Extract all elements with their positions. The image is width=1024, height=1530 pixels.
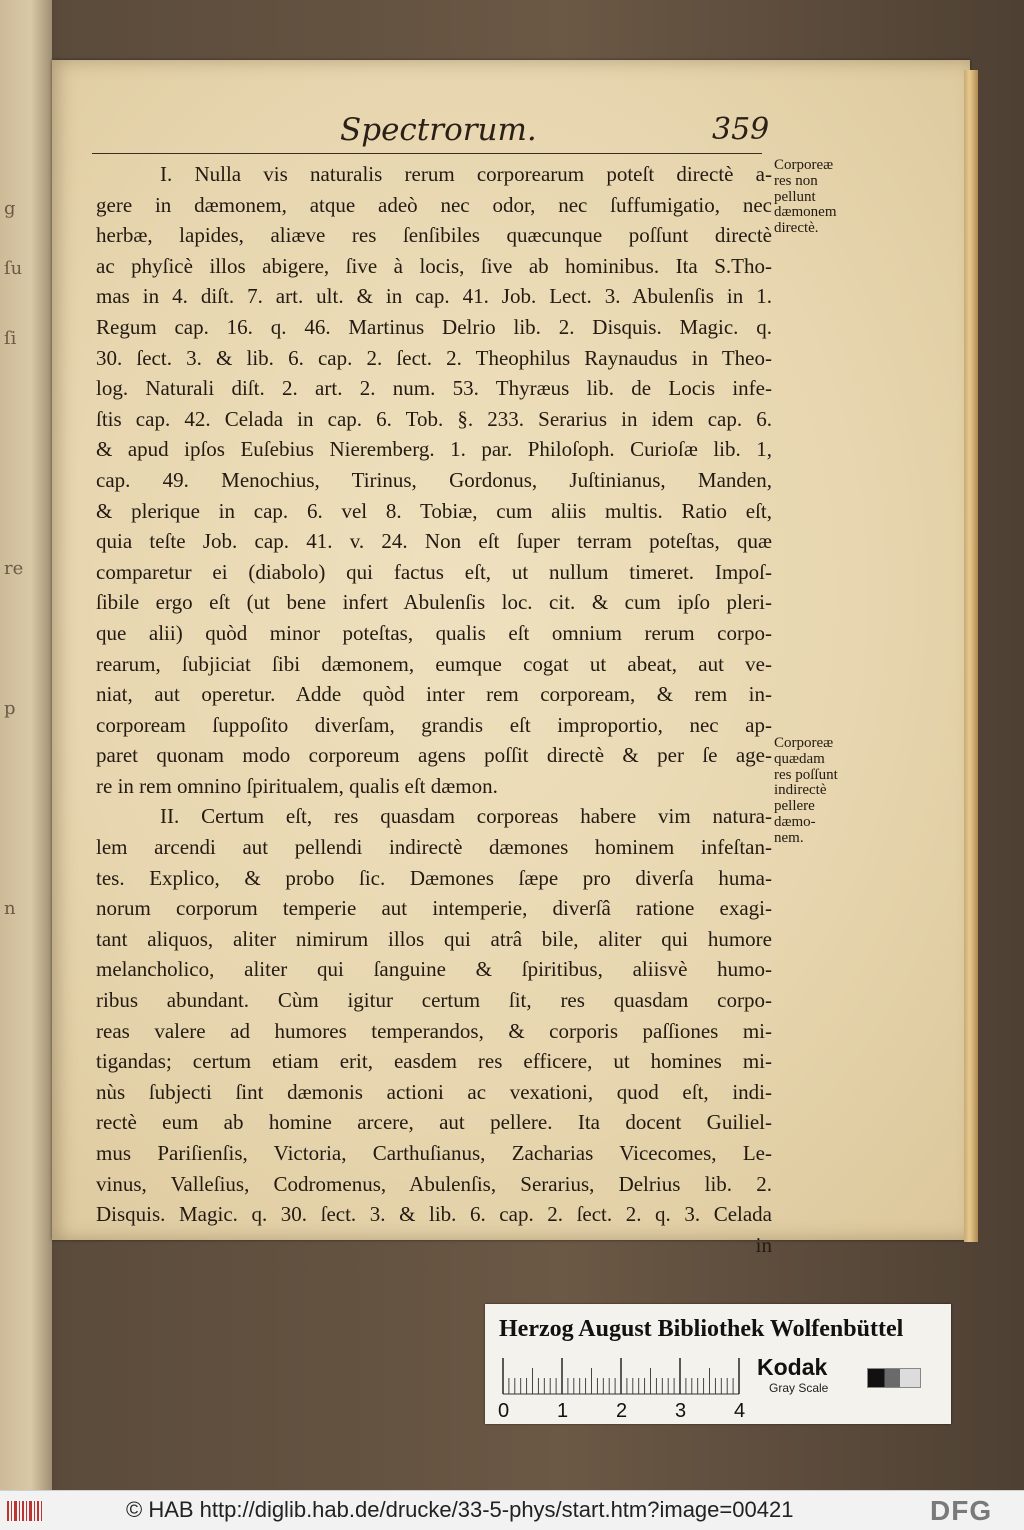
text-line: ſtis cap. 42. Celada in cap. 6. Tob. §. 233. Serarius in idem cap. 6. [96, 406, 772, 431]
previous-page-fragment: p [4, 698, 16, 719]
text-line: re in rem omnino ſpiritualem, qualis eſt dæmon. [96, 773, 498, 798]
margin-note-line: Corporeæ [774, 157, 834, 173]
measurement-scale [497, 1354, 747, 1422]
text-line: comparetur ei (diabolo) qui factus eſt, ut nullum timeret. Impoſ- [96, 559, 772, 584]
text-line: Regum cap. 16. q. 46. Martinus Delrio lib. 2. Disquis. Magic. q. [96, 314, 772, 339]
kodak-brand: Kodak [757, 1354, 828, 1380]
previous-page-fragment: ſi [4, 328, 17, 349]
margin-note-line: res non [774, 172, 818, 189]
margin-note-line: dæmonem [774, 204, 837, 221]
text-line: melancholico, aliter qui ſanguine & ſpiritibus, aliisvè humo- [96, 957, 772, 982]
text-line: norum corporum temperie aut intemperie, diverſâ ratione exagi- [96, 896, 772, 921]
ruler-number: 1 [557, 1400, 569, 1422]
text-line: ſibile ergo eſt (ut bene infert Abulenſis loc. cit. & cum ipſo pleri- [96, 590, 772, 615]
text-line: gere in dæmonem, atque adeò nec odor, nec ſuffumigatio, nec [96, 192, 772, 217]
text-line: niat, aut operetur. Adde quòd inter rem corpoream, & rem in- [96, 682, 772, 707]
ruler-numbers [497, 1400, 757, 1424]
margin-note-line: indirectè [774, 782, 827, 799]
previous-page-edge [0, 0, 52, 1490]
previous-page-fragment: ſu [4, 258, 23, 279]
ruler-ticks [497, 1354, 747, 1396]
text-line: herbæ, lapides, aliæve res ſenſibiles quæcunque poſſunt directè [96, 223, 772, 248]
text-line: tes. Explico, & probo ſic. Dæmones ſæpe pro diverſa huma- [96, 865, 772, 890]
margin-note-line: directè. [774, 220, 819, 237]
margin-note-line: quædam [774, 750, 825, 767]
text-line: quia teſte Job. cap. 41. v. 24. Non eſt ſuper terram poteſtas, quæ [96, 529, 772, 554]
text-line: 30. ſect. 3. & lib. 6. cap. 2. ſect. 2. Theophilus Raynaudus in Theo- [96, 345, 772, 370]
text-line: rearum, ſubjiciat ſibi dæmonem, eumque cogat ut abeat, aut ve- [96, 651, 772, 676]
library-name: Herzog August Bibliothek Wolfenbüttel [499, 1316, 904, 1342]
page-number: 359 [712, 112, 770, 147]
margin-note-corporeae-non-pellunt [774, 158, 870, 237]
ruler-number: 2 [616, 1400, 628, 1422]
kodak-gray-scale-label: Gray Scale [769, 1381, 829, 1395]
text-line: vinus, Valleſius, Codromenus, Abulenſis, Serarius, Delrius lib. 2. [96, 1171, 772, 1196]
margin-note-line: pellunt [774, 188, 816, 205]
text-line: mas in 4. diſt. 7. art. ult. & in cap. 41. Job. Lect. 3. Abulenſis in 1. [96, 284, 772, 309]
running-title: Spectrorum. [340, 112, 537, 148]
text-line: lem arcendi aut pellendi indirectè dæmones hominem infeſtan- [96, 835, 772, 860]
footer-bar [0, 1490, 1024, 1530]
text-line: paret quonam modo corporeum agens poſſit directè & per ſe age- [96, 743, 772, 768]
header-rule [92, 153, 762, 154]
margin-note-line: Corporeæ [774, 735, 834, 751]
margin-note-line: res poſſunt [774, 766, 838, 783]
margin-note-line: pellere [774, 798, 815, 815]
margin-note-line: nem. [774, 829, 804, 846]
ruler-number: 0 [498, 1400, 510, 1422]
text-line: reas valere ad humores temperandos, & corporis paſſiones mi- [96, 1018, 772, 1043]
text-line: log. Naturali diſt. 2. art. 2. num. 53. Thyræus lib. de Locis infe- [96, 376, 772, 401]
text-line: tigandas; certum etiam erit, easdem res efficere, ut homines mi- [96, 1049, 772, 1074]
text-line: que alii) quòd minor poteſtas, qualis eſt omnium rerum corpo- [96, 620, 772, 645]
previous-page-fragment: n [4, 898, 16, 919]
gray-scale-swatch [867, 1368, 921, 1388]
text-line: & plerique in cap. 6. vel 8. Tobiæ, cum aliis multis. Ratio eſt, [96, 498, 772, 523]
ruler-number: 4 [734, 1400, 746, 1422]
page-block-edge [964, 70, 978, 1242]
main-text [96, 159, 772, 1260]
margin-note-line: dæmo- [774, 813, 816, 830]
text-line: nùs ſubjecti ſint dæmonis actioni ac vexationi, quod eſt, indi- [96, 1079, 772, 1104]
text-line: ac phyſicè illos abigere, ſive à locis, ſive ab hominibus. Ita S.Tho- [96, 253, 772, 278]
library-color-card [485, 1304, 951, 1424]
previous-page-fragment: g [4, 198, 16, 219]
text-line: rectè eum ab homine arcere, aut pellere. Ita docent Guiliel- [96, 1110, 772, 1135]
margin-note-corporeae-possunt-pellere [774, 736, 870, 847]
barcode-icon [6, 1499, 44, 1523]
dfg-logo: DFG [930, 1495, 993, 1526]
text-line: II. Certum eſt, res quasdam corporeas habere vim natura- [160, 804, 772, 829]
text-line: ribus abundant. Cùm igitur certum ſit, res quasdam corpo- [96, 988, 772, 1013]
text-line: tant aliquos, aliter nimirum illos qui atrâ bile, aliter qui humore [96, 926, 772, 951]
previous-page-fragment: re [4, 558, 24, 579]
ruler-number: 3 [675, 1400, 687, 1422]
footer-source-link[interactable]: © HAB http://diglib.hab.de/drucke/33-5-phys/start.htm?image=00421 [126, 1497, 794, 1522]
text-line: mus Pariſienſis, Victoria, Carthuſianus, Zacharias Vicecomes, Le- [96, 1141, 772, 1165]
text-line: in [755, 1232, 772, 1257]
text-line: corpoream ſuppoſito diverſam, grandis eſt improportio, nec ap- [96, 712, 772, 737]
text-line: cap. 49. Menochius, Tirinus, Gordonus, Juſtinianus, Manden, [96, 467, 772, 492]
text-line: & apud ipſos Euſebius Nieremberg. 1. par. Philoſoph. Curioſæ lib. 1, [96, 437, 772, 462]
text-line: I. Nulla vis naturalis rerum corporearum poteſt directè a- [160, 162, 772, 186]
text-line: Disquis. Magic. q. 30. ſect. 3. & lib. 6. cap. 2. ſect. 2. q. 3. Celada [96, 1202, 772, 1227]
